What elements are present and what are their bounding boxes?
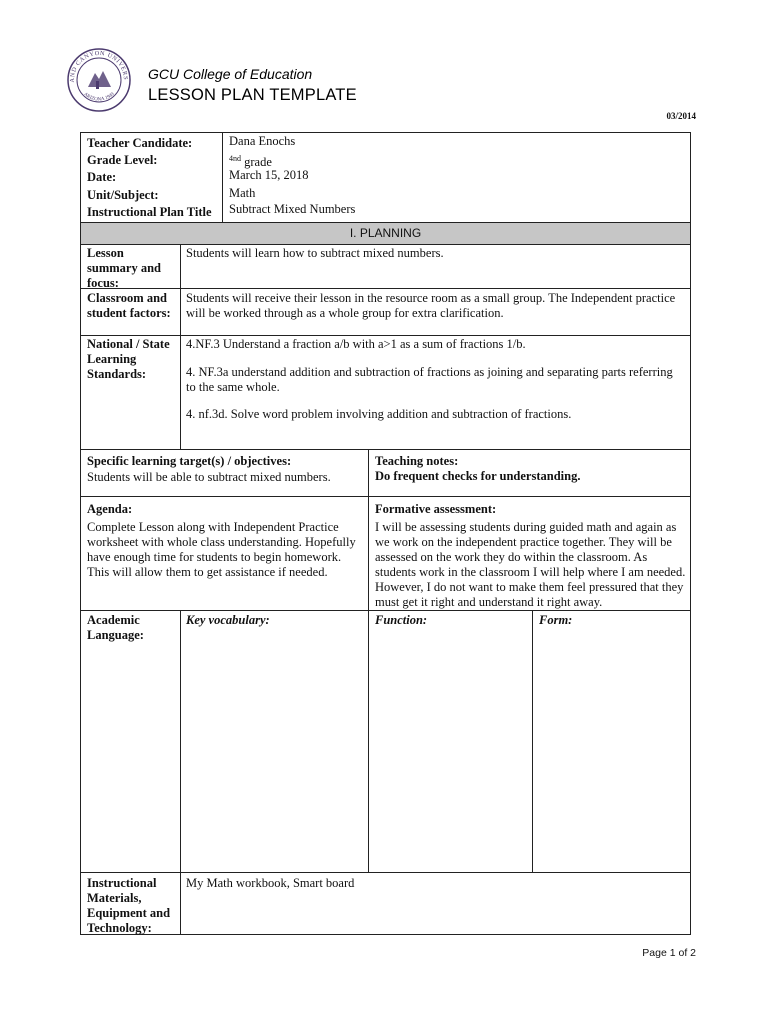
document-title: LESSON PLAN TEMPLATE <box>148 86 357 104</box>
seal-subtext: ARIZONA 1949 <box>82 92 116 103</box>
date-value: March 15, 2018 <box>229 168 309 182</box>
classroom-factors-text: Students will receive their lesson in the resource room as a small group. The Independent practice will be worked through as a whole group for extra clarification. <box>186 291 676 320</box>
standard-item: 4.NF.3 Understand a fraction a/b with a>1 as a sum of fractions 1/b. <box>186 337 526 351</box>
grade-superscript: 4nd <box>229 154 241 163</box>
version-date: 03/2014 <box>666 111 696 121</box>
objectives-label: Specific learning target(s) / objectives: <box>87 454 292 468</box>
objectives-text: Students will be able to subtract mixed numbers. <box>87 470 331 484</box>
grade-level-label: Grade Level: <box>87 153 158 167</box>
formative-assessment-text: I will be assessing students during guided math and again as we work on the independent practice together. They will be assessed on the work they do within the classroom. As students work in the classroom I will help where I am needed. However, I do not want to make them feel pressured that they must get it right and understand it right away. <box>375 520 686 609</box>
key-vocabulary-label: Key vocabulary: <box>186 613 270 627</box>
teaching-notes-text: Do frequent checks for understanding. <box>375 469 581 483</box>
seal-text: AND CANYON UNIVERS <box>68 49 130 83</box>
agenda-text: Complete Lesson along with Independent Practice worksheet with whole class understanding. Hopefully have enough time for students to begin homework. This will allow them to get assistance if needed. <box>87 520 356 579</box>
teacher-candidate-label: Teacher Candidate: <box>87 136 193 150</box>
plan-title-value: Subtract Mixed Numbers <box>229 202 356 216</box>
agenda-label: Agenda: <box>87 502 133 516</box>
standard-item: 4. NF.3a understand addition and subtraction of fractions as joining and separating parts referring to the same whole. <box>186 365 673 394</box>
materials-text: My Math workbook, Smart board <box>186 876 355 890</box>
form-label: Form: <box>539 613 573 627</box>
lesson-summary-text: Students will learn how to subtract mixed numbers. <box>186 246 444 260</box>
plan-title-label: Instructional Plan Title <box>87 205 212 219</box>
teaching-notes-label: Teaching notes: <box>375 454 459 468</box>
classroom-factors-label: Classroom and student factors: <box>87 291 171 320</box>
university-seal-logo <box>66 47 132 113</box>
materials-label: Instructional Materials, Equipment and Technology: <box>87 876 171 935</box>
unit-subject-label: Unit/Subject: <box>87 188 159 202</box>
academic-language-label: Academic Language: <box>87 613 144 642</box>
planning-heading: I. PLANNING <box>349 226 422 240</box>
page-number: Page 1 of 2 <box>642 947 696 959</box>
grade-word: grade <box>244 155 272 170</box>
function-label: Function: <box>375 613 428 627</box>
college-name: GCU College of Education <box>148 66 313 82</box>
date-label: Date: <box>87 170 117 184</box>
subject-value: Math <box>229 186 256 200</box>
formative-assessment-label: Formative assessment: <box>375 502 497 516</box>
standards-label: National / State Learning Standards: <box>87 337 170 381</box>
standard-item: 4. nf.3d. Solve word problem involving addition and subtraction of fractions. <box>186 407 572 421</box>
svg-text:ARIZONA 1949 <box>82 92 116 103</box>
teacher-name: Dana Enochs <box>229 134 296 148</box>
lesson-summary-label: Lesson summary and focus: <box>87 246 161 290</box>
